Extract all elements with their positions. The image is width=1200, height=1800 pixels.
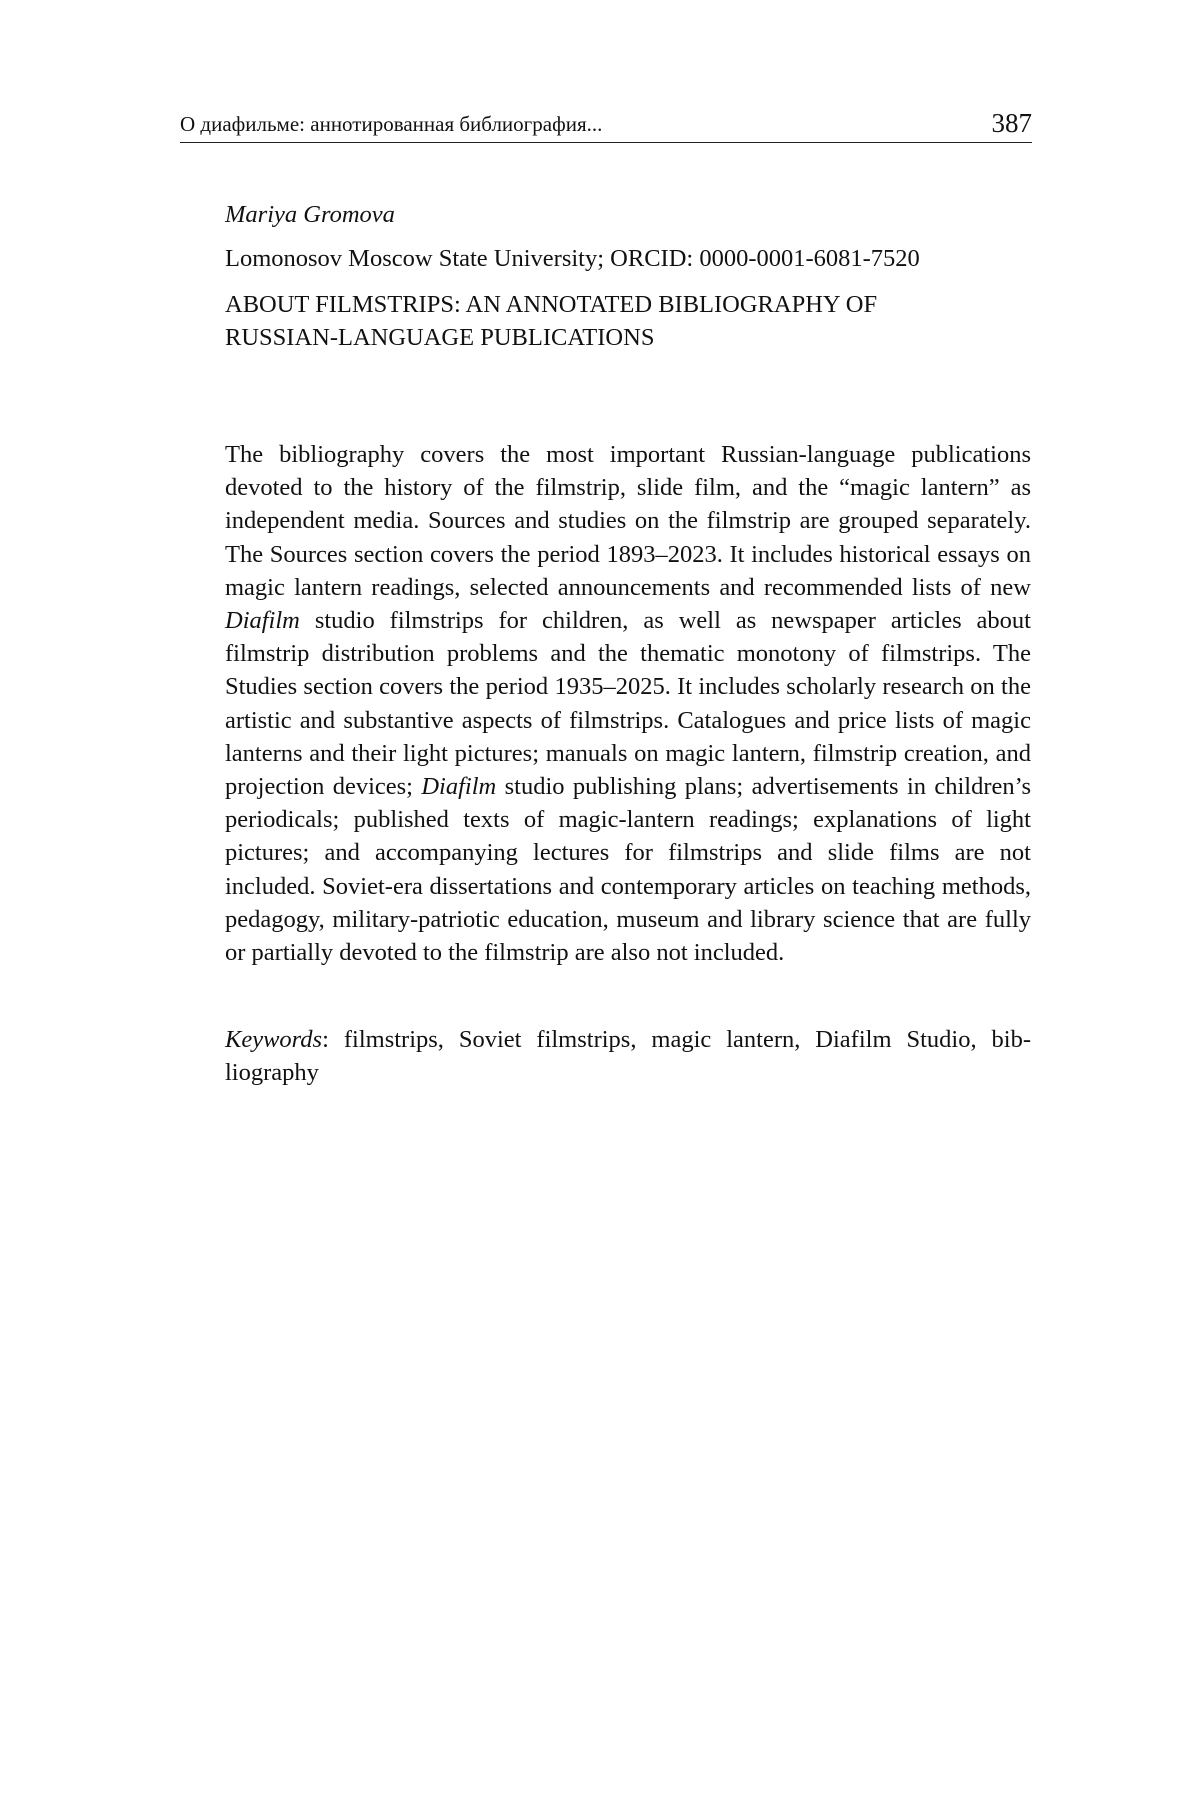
article-title-line-1: ABOUT FILMSTRIPS: AN ANNOTATED BIBLIOGRAPHY OF [225, 291, 878, 318]
keywords-paragraph [225, 1023, 1031, 1089]
article-title-line-2: RUSSIAN-LANGUAGE PUBLICATIONS [225, 324, 655, 351]
running-header [180, 106, 1032, 143]
abstract-text-part-1: The bibliography covers the most important Russian-language publications devoted to the history of the filmstrip, slide film, and the “magic lantern” as independent media. Sources and studies on the filmstrip are grouped separately. The Sources section covers the period 1893–2023. It includes historical essays on magic lantern readings, selected announcements and recommended lists of new [225, 441, 1031, 601]
abstract-text-part-3: studio publishing plans; advertisements in children’s periodicals; published texts of magic-lantern readings; explanations of light pictures; and accompanying lectures for filmstrips and slide films are not included. Soviet-era dissertations and contemporary articles on teaching methods, pedagogy, military-patriotic education, museum and library science that are fully or partially devoted to the filmstrip are also not included. [225, 773, 1031, 967]
author-affiliation: Lomonosov Moscow State University; ORCID: 0000-0001-6081-7520 [225, 245, 920, 272]
keywords-separator: : [322, 1026, 344, 1054]
article-content [225, 198, 1031, 1090]
keywords-list: filmstrips, Soviet filmstrips, magic lantern, Diafilm Studio, bibliography [225, 1026, 1032, 1087]
page-number: 387 [991, 108, 1032, 138]
keywords-label: Keywords [225, 1026, 323, 1054]
author-name: Mariya Gromova [225, 201, 395, 228]
abstract-paragraph [225, 438, 1031, 969]
running-title: О диафильме: аннотированная библиография... [180, 112, 603, 136]
abstract-text-part-2: studio filmstrips for children, as well as newspaper articles about filmstrip distribution problems and the thematic monotony of filmstrips. The Studies section covers the period 1935–2025. It includes scholarly research on the artistic and substantive aspects of filmstrips. Catalogues and price lists of magic lanterns and their light pictures; manuals on magic lantern, filmstrip creation, and projection devices; [225, 607, 1031, 801]
article-title [225, 288, 1031, 354]
abstract-italic-diafilm-1: Diafilm [225, 607, 300, 635]
abstract-italic-diafilm-2: Diafilm [421, 773, 497, 801]
